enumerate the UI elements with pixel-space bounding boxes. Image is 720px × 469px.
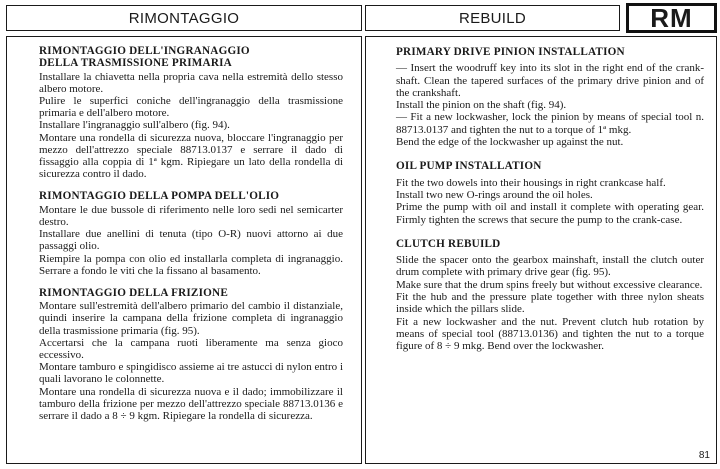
paragraph: Install two new O-rings around the oil holes. — [396, 188, 593, 201]
paragraph: Installare la chiavetta nella propria cava nella estremità dello stesso albero motore. — [39, 70, 343, 95]
paragraph: — Fit a new lockwasher, lock the pinion by means of special tool n. 88713.0137 and tighten the nut to a torque of 1ª mkg. — [396, 111, 704, 136]
paragraph: Slide the spacer onto the gearbox mainshaft, install the clutch outer drum complete with primary drive gear (fig. 95). — [396, 254, 704, 279]
paragraph: Installare l'ingranaggio sull'albero (fig. 94). — [39, 119, 230, 132]
paragraph: Accertarsi che la campana ruoti liberamente ma senza gioco eccessivo. — [39, 336, 343, 362]
section-heading — [39, 190, 343, 202]
section-heading-line: RIMONTAGGIO DELLA FRIZIONE — [39, 286, 228, 299]
italian-column — [6, 36, 362, 464]
section — [396, 238, 704, 353]
paragraph: Riempire la pompa con olio ed installarla completa di ingranaggio. Serrare a fondo le viti che la fissano al basamento. — [39, 252, 343, 277]
paragraph: Fit the hub and the pressure plate together with three nylon sheats inside which the pillars slide. — [396, 291, 704, 316]
paragraph: Prime the pump with oil and install it complete with operating gear. Firmly tighten the screws that secure the pump to the crank-case. — [396, 201, 704, 226]
section-heading — [396, 46, 704, 58]
left-header — [6, 5, 362, 31]
section-heading-line: DELLA TRASMISSIONE PRIMARIA — [39, 57, 232, 70]
section-heading — [39, 287, 343, 299]
paragraph: Fit the two dowels into their housings in right crankcase half. — [396, 176, 666, 189]
section — [396, 46, 704, 148]
section-code: RM — [650, 2, 693, 33]
section — [39, 190, 343, 277]
section — [39, 45, 343, 180]
section-code-box — [626, 3, 717, 33]
right-header — [365, 5, 620, 31]
section-heading-line: RIMONTAGGIO DELLA POMPA DELL'OLIO — [39, 190, 280, 203]
section — [396, 160, 704, 225]
paragraph: Montare tamburo e spingidisco assieme ai tre astucci di nylon entro i quali lavorano le colonnette. — [39, 361, 343, 386]
paragraph: Bend the edge of the lockwasher up against the nut. — [396, 136, 624, 149]
paragraph: Install the pinion on the shaft (fig. 94). — [396, 99, 567, 112]
paragraph: Pulire le superfici coniche dell'ingranaggio della trasmissione primaria e dell'albero motore. — [39, 95, 343, 120]
paragraph: — Insert the woodruff key into its slot in the right end of the crank-shaft. Clean the tapered surfaces of the primary drive pinion and of the crankshaft. — [396, 62, 704, 99]
right-header-title: REBUILD — [458, 9, 527, 27]
section — [39, 287, 343, 422]
section-heading-line: PRIMARY DRIVE PINION INSTALLATION — [396, 46, 625, 58]
paragraph: Montare le due bussole di riferimento nelle loro sedi nel semicarter destro. — [39, 203, 343, 228]
paragraph: Montare una rondella di sicurezza nuova, bloccare l'ingranaggio per mezzo dell'attrezzo speciale 88713.0137 e serrare il dado di fissaggio alla coppia di 1ª kgm. Ripiegare un lato della rondella di sicurezza contro il dado. — [39, 131, 343, 181]
paragraph: Montare una rondella di sicurezza nuova e il dado; immobilizzare il tamburo della frizione per mezzo dell'attrezzo speciale 88713.0136 e serrare il dado a 8 ÷ 9 kgm. Ripiegare la rondella di sicurezza. — [39, 385, 343, 423]
left-header-title: RIMONTAGGIO — [128, 9, 240, 27]
page-number: 81 — [698, 450, 710, 461]
section-heading — [396, 160, 704, 172]
paragraph: Fit a new lockwasher and the nut. Prevent clutch hub rotation by means of special tool (88713.0136) and tighten the nut to a torque figure of 8 ÷ 9 mkg. Bend over the lockwasher. — [396, 315, 704, 353]
english-column — [365, 36, 717, 464]
paragraph: Make sure that the drum spins freely but without excessive clearance. — [396, 278, 703, 291]
paragraph: Installare due anellini di tenuta (tipo O-R) nuovi attorno ai due passaggi olio. — [39, 228, 343, 253]
section-heading — [396, 238, 704, 250]
section-heading-line: CLUTCH REBUILD — [396, 237, 501, 250]
section-heading-line: RIMONTAGGIO DELL'INGRANAGGIO — [39, 45, 250, 57]
section-heading — [39, 45, 343, 70]
paragraph: Montare sull'estremità dell'albero primario del cambio il distanziale, quindi inserire la campana della frizione completa di ingranaggio della trasmissione primaria (fig. 95). — [39, 300, 343, 337]
section-heading-line: OIL PUMP INSTALLATION — [396, 160, 542, 173]
